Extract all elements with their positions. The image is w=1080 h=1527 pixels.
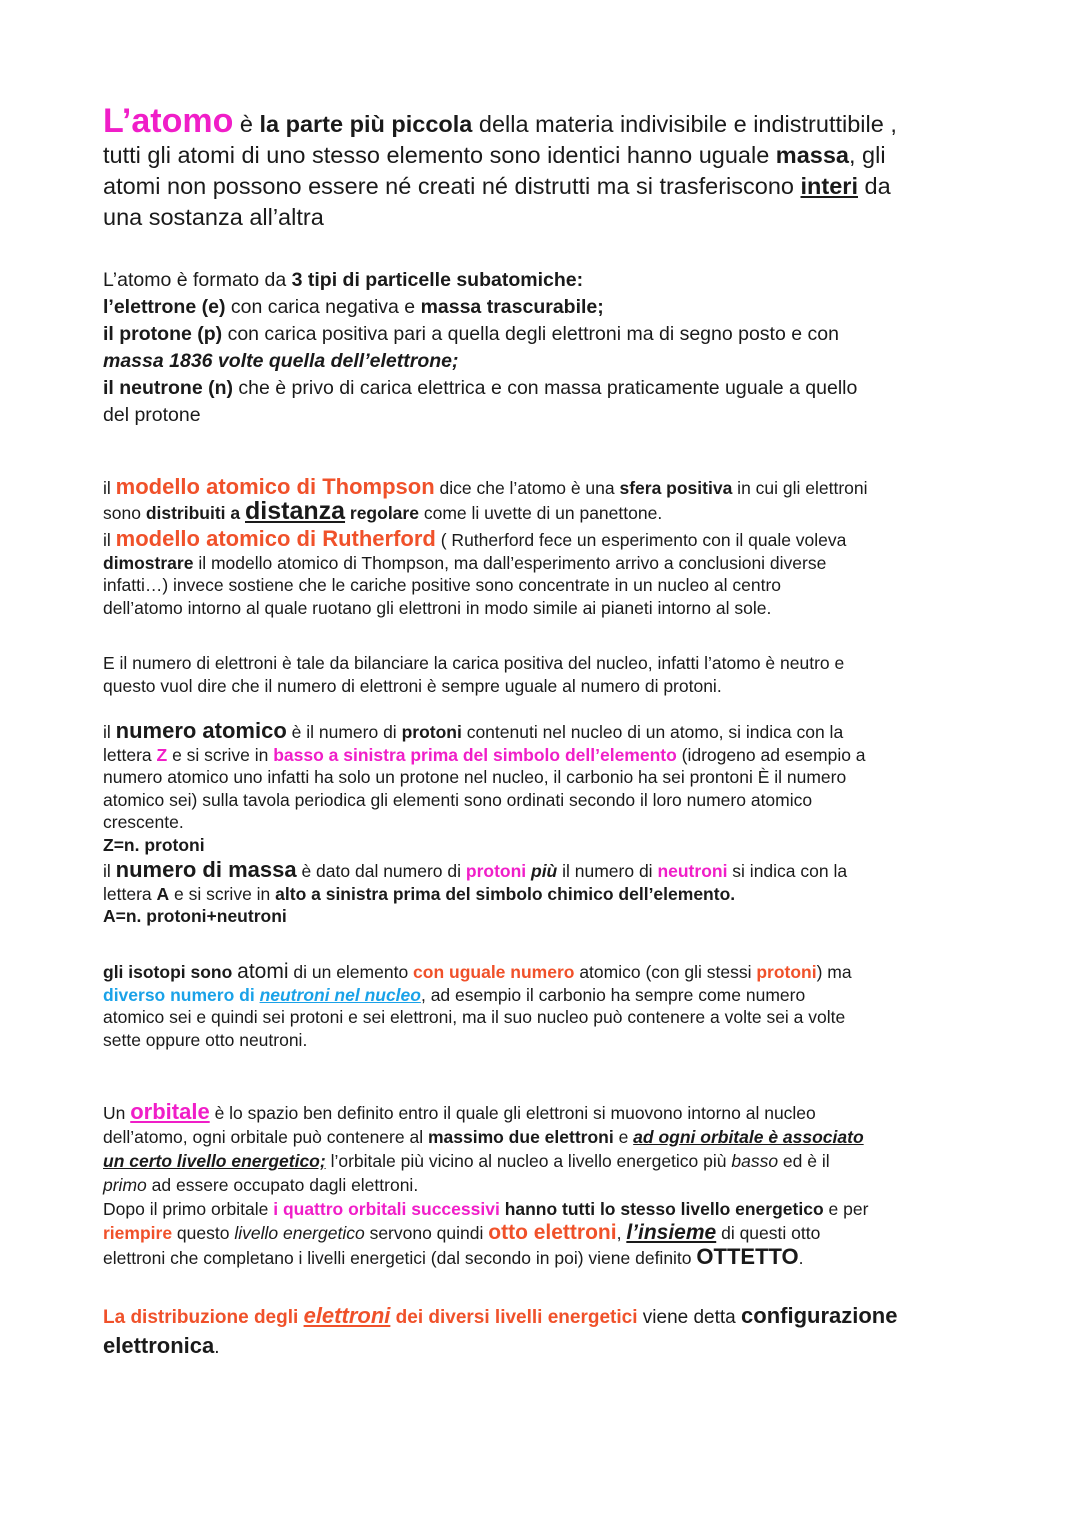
numbers-text: e si scrive in (167, 744, 274, 765)
proton-label: il protone (p) (103, 323, 223, 345)
numbers-bold: protoni (401, 722, 462, 742)
numbers-text: si indica con la (727, 861, 848, 881)
neutron-label: il neutrone (n) (103, 377, 233, 399)
insieme-word: l’insieme (626, 1221, 717, 1244)
isotopes-blue: diverso numero di (103, 984, 260, 1005)
isotopes-text: di un elemento (288, 962, 414, 982)
config-highlight: La distribuzione degli (103, 1307, 304, 1328)
particles-text: del protone (103, 404, 201, 426)
numbers-text: atomico sei) sulla tavola periodica gli elementi sono ordinati secondo il loro numero atomico (103, 789, 813, 810)
numbers-text: e si scrive in (169, 883, 276, 904)
isotopes-text: ) ma (816, 962, 852, 982)
intro-text: , gli (848, 142, 886, 168)
models-text: dell’atomo intorno al quale ruotano gli elettroni in modo simile ai pianeti intorno al sole. (103, 597, 772, 618)
orbitals-italic: basso (731, 1151, 779, 1171)
particles-bold-italic: massa 1836 volte quella dell’elettrone; (103, 350, 459, 372)
orbitals-text: è lo spazio ben definito entro il quale gli elettroni si muovono intorno al nucleo (209, 1103, 816, 1123)
models-bold: distribuiti a (145, 502, 245, 523)
intro-bold: interi (800, 173, 858, 199)
particles-bold: massa trascurabile; (420, 296, 604, 318)
neutral-text: E il numero di elettroni è tale da bilanciare la carica positiva del nucleo, infatti l’atomo è neutro e (103, 653, 845, 673)
config-elettroni: elettroni (303, 1303, 391, 1328)
models-text: in cui gli elettroni (732, 478, 868, 498)
orbitals-paragraph (103, 1100, 983, 1270)
orbitals-text: e per (823, 1199, 869, 1219)
isotopes-word: atomi (237, 960, 289, 983)
numbers-text: è dato dal numero di (296, 861, 466, 881)
particles-text: con carica positiva pari a quella degli elettroni ma di segno posto e con (222, 323, 839, 345)
orbitals-highlight: riempire (103, 1223, 173, 1243)
numbers-paragraph (103, 720, 983, 928)
particles-bold: 3 tipi di particelle subatomiche: (291, 269, 584, 291)
isotopes-highlight: con uguale numero (413, 962, 575, 982)
config-text: viene detta (637, 1307, 742, 1328)
numbers-text: il (103, 722, 116, 742)
intro-title: L’atomo (103, 102, 234, 140)
models-bold: sfera positiva (619, 478, 733, 498)
numbers-text: il (103, 861, 116, 881)
config-heading: configurazione (741, 1303, 898, 1328)
models-bold: dimostrare (103, 552, 194, 573)
orbitals-text: , (616, 1223, 627, 1243)
orbitals-italic: livello energetico (234, 1223, 365, 1243)
intro-text: da (857, 173, 891, 199)
mass-number-paragraph (103, 859, 983, 928)
distanza-word: distanza (245, 496, 346, 525)
orbitals-text: e (613, 1127, 634, 1147)
isotopes-text: sette oppure otto neutroni. (103, 1029, 308, 1050)
orbitals-bold-italic: un certo livello energetico; (103, 1151, 326, 1171)
orbitals-text: l’orbitale più vicino al nucleo a livello energetico più (325, 1151, 732, 1171)
models-text: il (103, 478, 116, 498)
orbitals-text: elettroni che completano i livelli energetici (dal secondo in poi) viene definito (103, 1248, 697, 1268)
numbers-text: il numero di (557, 861, 658, 881)
numbers-text: lettera (103, 883, 157, 904)
orbitals-bold-italic: ad ogni orbitale è associato (633, 1127, 864, 1147)
numbers-text: crescente. (103, 812, 184, 832)
atomic-number-formula: Z=n. protoni (103, 834, 205, 855)
orbitals-bold: massimo due elettroni (427, 1127, 614, 1147)
particles-paragraph (103, 267, 983, 429)
particles-text: che è privo di carica elettrica e con massa praticamente uguale a quello (233, 377, 858, 399)
models-paragraph (103, 476, 983, 619)
numbers-highlight: neutroni (657, 861, 728, 881)
orbitals-text: ad essere occupato dagli elettroni. (146, 1175, 419, 1195)
orbitals-text: dell’atomo, ogni orbitale può contenere al (103, 1127, 428, 1147)
numbers-text: è il numero di (286, 722, 402, 742)
orbitals-text: Un (103, 1103, 131, 1123)
isotopes-text: atomico (con gli stessi (574, 962, 757, 982)
numbers-text: (idrogeno ad esempio a (676, 744, 866, 765)
orbitals-bold: hanno tutti lo stesso livello energetico (499, 1199, 824, 1219)
thompson-heading: modello atomico di Thompson (115, 474, 435, 499)
models-text: il (103, 530, 116, 550)
otto-elettroni: otto elettroni (488, 1221, 617, 1244)
numbers-bold-italic: più (526, 861, 558, 881)
electron-label: l’elettrone (e) (103, 296, 226, 318)
numbers-text: contenuti nel nucleo di un atomo, si indica con la (461, 722, 844, 742)
config-text: . (214, 1337, 220, 1358)
intro-text: della materia indivisibile e indistruttibile , (472, 111, 897, 137)
rutherford-paragraph (103, 528, 983, 619)
orbitals-text: di questi otto (716, 1223, 821, 1243)
orbitals-text: ed è il (778, 1151, 830, 1171)
intro-text: una sostanza all’altra (103, 204, 324, 230)
isotopes-text: atomico sei e quindi sei protoni e sei elettroni, ma il suo nucleo può contenere a volte sei a volte (103, 1007, 846, 1027)
particles-text: con carica negativa e (225, 296, 421, 318)
configuration-paragraph (103, 1302, 983, 1362)
intro-paragraph (103, 102, 983, 233)
atomic-number-heading: numero atomico (115, 718, 287, 743)
intro-text: è (233, 111, 260, 137)
intro-bold: la parte più piccola (259, 111, 473, 137)
rutherford-heading: modello atomico di Rutherford (115, 526, 436, 551)
orbitals-italic: primo (103, 1175, 147, 1195)
isotopes-blue-emphasis: neutroni nel nucleo (259, 984, 421, 1005)
orbitale-heading: orbitale (130, 1099, 210, 1124)
models-text: come li uvette di un panettone. (418, 502, 663, 523)
models-text: dice che l’atomo è una (434, 478, 620, 498)
neutral-paragraph (103, 652, 983, 697)
isotopes-paragraph (103, 961, 983, 1051)
orbitals-text: Dopo il primo orbitale (103, 1199, 274, 1219)
neutral-text: questo vuol dire che il numero di elettroni è sempre uguale al numero di protoni. (103, 675, 722, 696)
mass-number-formula: A=n. protoni+neutroni (103, 906, 287, 926)
isotopes-bold: gli isotopi sono (103, 962, 238, 982)
ottetto-word: OTTETTO (696, 1244, 799, 1269)
mass-number-heading: numero di massa (115, 857, 297, 882)
particles-text: L’atomo è formato da (103, 269, 292, 291)
numbers-bold: alto a sinistra prima del simbolo chimico dell’elemento. (275, 883, 736, 904)
intro-text: atomi non possono essere né creati né distrutti ma si trasferiscono (103, 173, 801, 199)
orbitals-highlight: i quattro orbitali successivi (273, 1199, 500, 1219)
intro-text: tutti gli atomi di uno stesso elemento sono identici hanno uguale (103, 142, 776, 168)
models-text: infatti…) invece sostiene che le cariche positive sono concentrate in un nucleo al centro (103, 575, 782, 595)
numbers-highlight: Z (156, 744, 168, 765)
models-bold: regolare (345, 502, 419, 523)
numbers-highlight: protoni (465, 861, 527, 881)
isotopes-text: , ad esempio il carbonio ha sempre come numero (420, 984, 806, 1005)
models-text: sono (103, 502, 146, 523)
config-highlight: dei diversi livelli energetici (390, 1307, 638, 1328)
orbitals-text: questo (172, 1223, 235, 1243)
numbers-highlight: basso a sinistra prima del simbolo dell’elemento (273, 744, 677, 765)
models-text: il modello atomico di Thompson, ma dall’esperimento arrivo a conclusioni diverse (193, 552, 827, 573)
config-heading: elettronica (103, 1333, 215, 1358)
models-text: ( Rutherford fece un esperimento con il quale voleva (435, 530, 847, 550)
orbitals-text: servono quindi (364, 1223, 489, 1243)
numbers-text: numero atomico uno infatti ha solo un protone nel nucleo, il carbonio ha sei prontoni È il numero (103, 767, 847, 787)
numbers-bold: A (156, 883, 170, 904)
isotopes-highlight: protoni (756, 962, 817, 982)
orbitals-text: . (798, 1248, 804, 1268)
intro-bold: massa (775, 142, 849, 168)
numbers-text: lettera (103, 744, 157, 765)
thompson-paragraph (103, 476, 983, 524)
